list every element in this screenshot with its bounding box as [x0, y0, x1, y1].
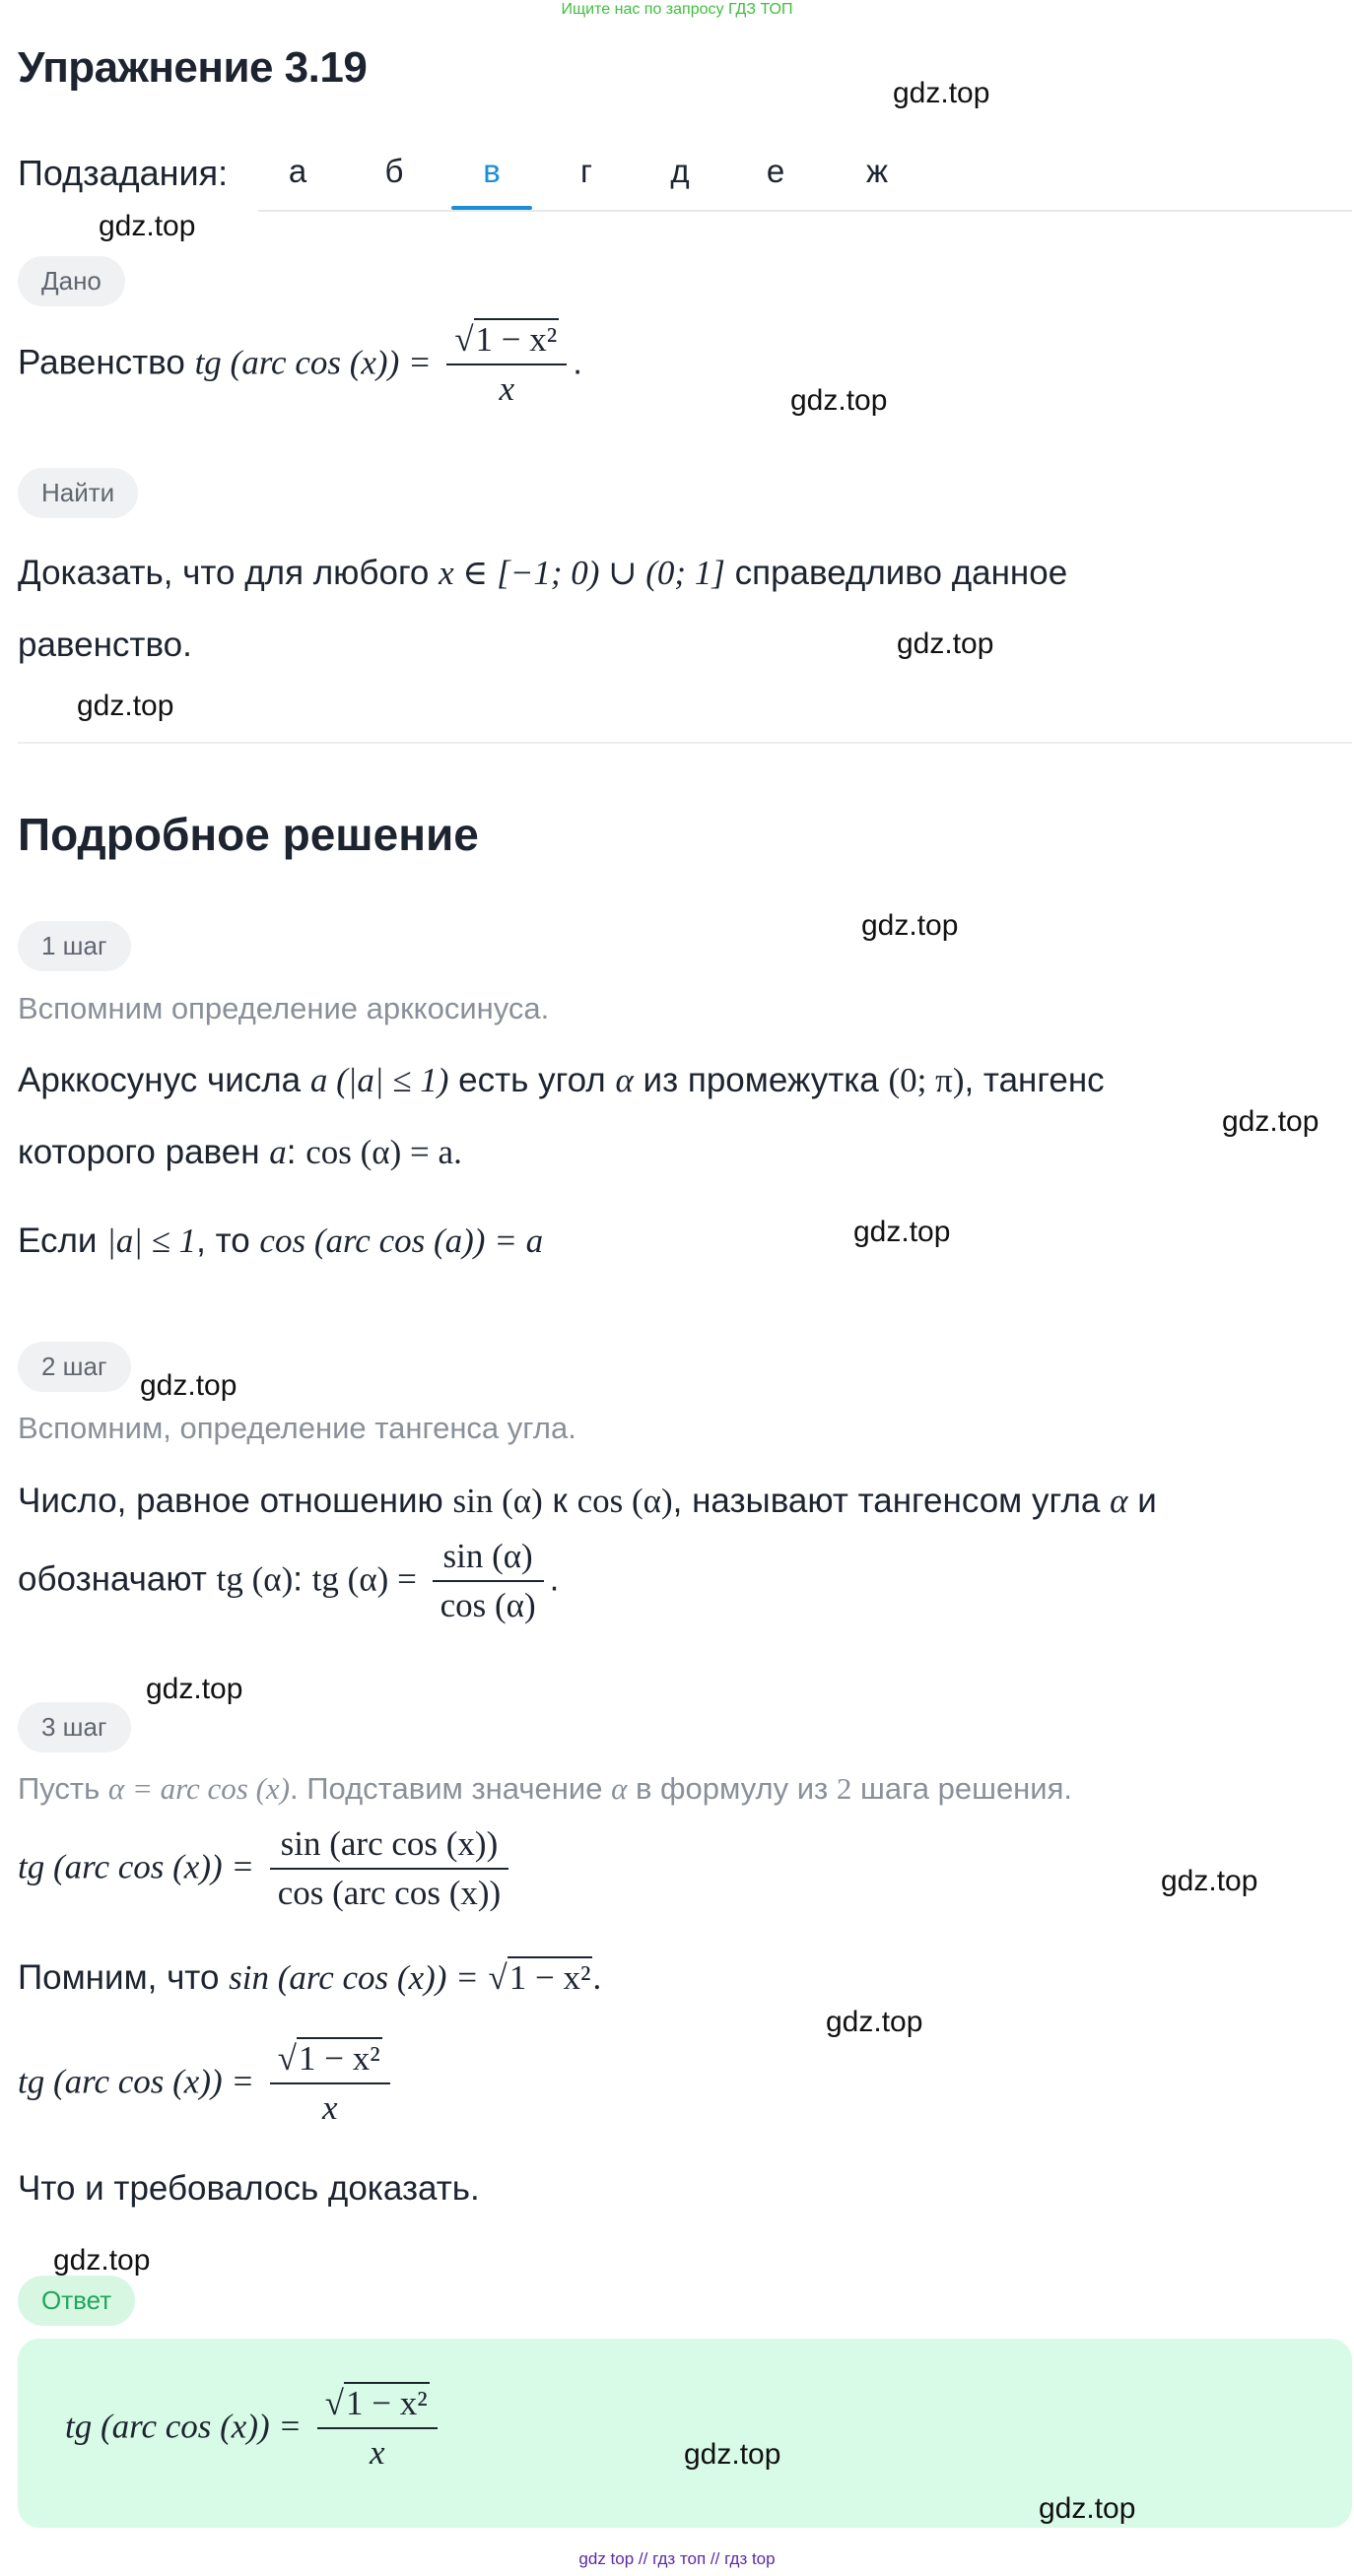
step-2-math-cos: cos (α): [576, 1482, 673, 1520]
tab-v[interactable]: в: [483, 153, 501, 189]
step-3-conclusion: Что и требовалось доказать.: [18, 2169, 480, 2208]
step-3-math-sin: sin (arc cos (x)) =: [229, 1958, 479, 1997]
active-tab-indicator: [451, 206, 532, 210]
step-1-math-cos: cos (α) = a.: [305, 1133, 462, 1171]
step-3-f2-num: √1 − x²: [270, 2039, 390, 2084]
step-1-text-f: Если: [18, 1222, 98, 1260]
step-3-pill: 3 шаг: [18, 1702, 131, 1752]
answer-radicand: 1 − x²: [345, 2384, 428, 2422]
answer-lhs: tg (arc cos (x)) =: [65, 2407, 303, 2446]
watermark: gdz.top: [897, 627, 994, 660]
step-3-f2-lhs: tg (arc cos (x)) =: [18, 2062, 255, 2101]
find-pill: Найти: [18, 468, 138, 518]
watermark: gdz.top: [893, 77, 990, 109]
step-3-hint: [18, 1771, 1072, 1807]
watermark: gdz.top: [790, 384, 888, 417]
solution-heading: Подробное решение: [18, 809, 479, 860]
step-3-f1-den: cos (arc cos (x)): [277, 1874, 502, 1912]
step-1-math-a2: a: [269, 1133, 287, 1171]
step-1-colon: :: [286, 1133, 297, 1171]
step-1-text-c: из промежутка: [643, 1061, 879, 1099]
find-line-1: [18, 554, 1067, 593]
answer-num: √1 − x²: [317, 2384, 438, 2429]
step-1-math-result: cos (arc cos (a)) = a: [259, 1222, 544, 1260]
step-2-math-tg: tg (α): [216, 1559, 294, 1599]
step-3-f1-num: sin (arc cos (x)): [270, 1824, 508, 1870]
step-3-hint-a: Пусть: [18, 1771, 101, 1806]
step-3-f2-den: x: [321, 2088, 338, 2127]
watermark: gdz.top: [53, 2244, 151, 2277]
tab-a[interactable]: а: [288, 153, 307, 189]
watermark: gdz.top: [140, 1369, 237, 1402]
step-2-line-2: обозначают tg (α): tg (α) = $\frac{\sin (\alpha)}{\cos (\alpha)}$ .: [18, 1537, 560, 1624]
step-1-text-b: есть угол: [458, 1061, 606, 1099]
step-1-text-a: Арккосунус числа: [18, 1061, 302, 1099]
step-3-f1-lhs: tg (arc cos (x)) =: [18, 1847, 255, 1886]
tab-g[interactable]: г: [579, 153, 593, 189]
step-1-hint: Вспомним определение арккосинуса.: [18, 991, 550, 1025]
step-3-hint-c: в формулу из: [635, 1771, 829, 1806]
answer-den: x: [369, 2433, 385, 2472]
given-text: Равенство: [18, 343, 185, 382]
step-1-math-cond: |a| ≤ 1: [106, 1222, 197, 1260]
step-2-line-1: [18, 1482, 1157, 1521]
watermark: gdz.top: [853, 1216, 951, 1248]
step-3-hint-d: шага решения.: [860, 1771, 1073, 1806]
tab-d[interactable]: д: [670, 153, 690, 189]
answer-pill: Ответ: [18, 2276, 135, 2326]
watermark: gdz.top: [146, 1673, 243, 1705]
step-3-text-a: Помним, что: [18, 1958, 220, 1997]
watermark: gdz.top: [1222, 1105, 1320, 1138]
step-2-pill: 2 шаг: [18, 1342, 131, 1392]
watermark: gdz.top: [1161, 1865, 1258, 1897]
step-2-fraction-num: sin (α): [433, 1537, 544, 1582]
step-2-text-a: Число, равное отношению: [18, 1482, 443, 1520]
tab-e[interactable]: е: [766, 153, 785, 189]
step-1-text-e: которого равен: [18, 1133, 260, 1171]
step-3-hint-alpha: α: [611, 1771, 628, 1806]
step-1-math-interval: (0; π): [888, 1061, 965, 1099]
find-text-a: Доказать, что для любого: [18, 554, 430, 592]
subtasks-label: Подзадания:: [18, 153, 229, 193]
step-2-text-c: , называют тангенсом угла: [672, 1482, 1101, 1520]
step-3-formula-2: [18, 2039, 396, 2128]
search-hint-banner: Ищите нас по запросу ГДЗ ТОП: [561, 1, 793, 18]
step-2-fraction-den: cos (α): [440, 1586, 536, 1624]
step-2-colon: :: [293, 1559, 303, 1599]
watermark: gdz.top: [826, 2006, 923, 2038]
find-line-2: равенство.: [18, 626, 192, 664]
step-1-text-d: , тангенс: [964, 1061, 1105, 1099]
given-formula-lhs: tg (arc cos (x)) =: [194, 343, 432, 382]
step-3-line-2: Помним, что sin (arc cos (x)) = √1 − x².: [18, 1958, 602, 1997]
step-2-text-d: и: [1137, 1482, 1157, 1520]
watermark: gdz.top: [861, 909, 959, 942]
given-pill: Дано: [18, 256, 125, 306]
step-3-f2-fraction: [270, 2039, 390, 2128]
given-statement: Равенство tg (arc cos (x)) = $\frac{\text{√1 − x²}}{x}$ .: [18, 320, 583, 408]
step-1-math-alpha: α: [615, 1061, 634, 1099]
given-fraction: [446, 320, 567, 409]
watermark: gdz.top: [99, 210, 196, 242]
given-fraction-den: x: [499, 369, 515, 408]
tabs-divider: [258, 210, 1352, 212]
step-2-math-tg-eq: tg (α) =: [311, 1559, 417, 1599]
answer-fraction: [317, 2384, 438, 2473]
step-3-formula-1: [18, 1824, 514, 1913]
watermark: gdz.top: [684, 2438, 781, 2471]
step-2-hint: Вспомним, определение тангенса угла.: [18, 1411, 576, 1445]
section-divider: [18, 742, 1352, 744]
page-title: Упражнение 3.19: [18, 43, 368, 92]
step-3-f2-radicand: 1 − x²: [298, 2039, 380, 2078]
given-radicand: 1 − x²: [475, 320, 558, 359]
step-2-math-sin: sin (α): [452, 1482, 543, 1520]
step-2-text-e: обозначают: [18, 1559, 207, 1599]
step-1-line-1: [18, 1061, 1105, 1100]
answer-formula: [65, 2384, 443, 2473]
step-3-hint-b: . Подставим значение: [290, 1771, 603, 1806]
step-1-line-2: [18, 1133, 462, 1172]
step-2-fraction: [433, 1537, 544, 1625]
tab-b[interactable]: б: [384, 153, 404, 189]
footer-links[interactable]: gdz top // гдз топ // гдз top: [578, 2549, 776, 2568]
find-interval: x ∈ [−1; 0) ∪ (0; 1]: [439, 554, 725, 592]
watermark: gdz.top: [1039, 2492, 1136, 2525]
step-1-pill: 1 шаг: [18, 921, 131, 971]
step-1-math-a: a (|a| ≤ 1): [309, 1061, 449, 1099]
step-3-hint-num: 2: [836, 1771, 852, 1806]
step-2-text-b: к: [552, 1482, 568, 1520]
given-fraction-num: √1 − x²: [446, 320, 567, 365]
find-text-b: справедливо данное: [734, 554, 1068, 592]
step-3-hint-math-1: α = arc cos (x): [107, 1771, 291, 1806]
step-1-line-3: [18, 1222, 543, 1261]
watermark: gdz.top: [77, 690, 174, 722]
tab-zh[interactable]: ж: [865, 153, 889, 189]
step-3-radicand: 1 − x²: [508, 1958, 591, 1997]
step-1-text-g: , то: [196, 1222, 250, 1260]
step-2-math-alpha: α: [1110, 1482, 1128, 1520]
step-3-f1-fraction: [270, 1824, 508, 1913]
